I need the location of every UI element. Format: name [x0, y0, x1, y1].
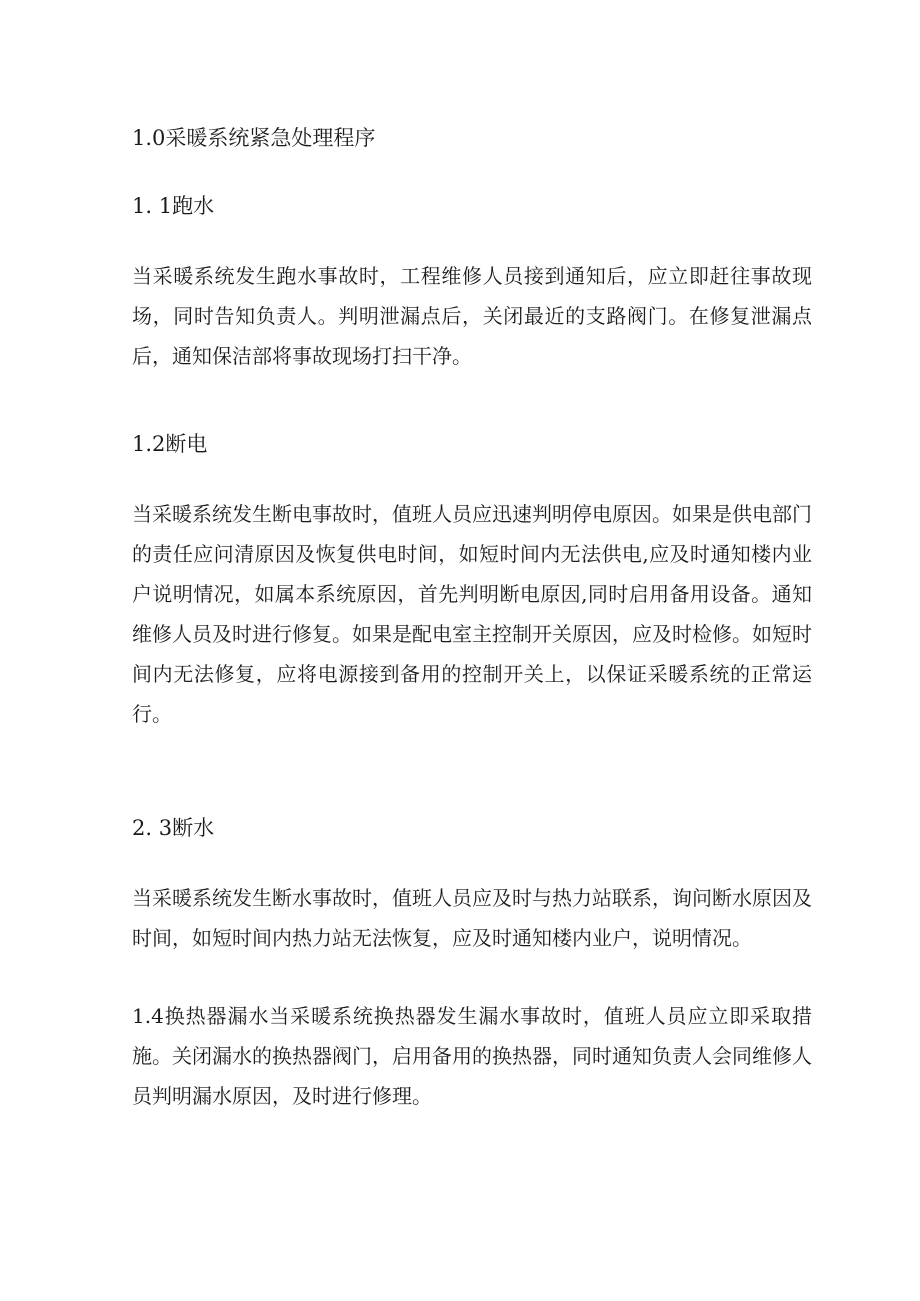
- section-body-heat-exchanger-leak: 1.4换热器漏水当采暖系统换热器发生漏水事故时，值班人员应立即采取措施。关闭漏水的换热器阀门，启用备用的换热器，同时通知负责人会同维修人员判明漏水原因，及时进行修理。: [132, 1004, 812, 1108]
- section-heading-water-outage: 2. 3断水: [132, 816, 215, 840]
- section-body-leak: 当采暖系统发生跑水事故时，工程维修人员接到通知后，应立即赶往事故现场，同时告知负责人。判明泄漏点后，关闭最近的支路阀门。在修复泄漏点后，通知保洁部将事故现场打扫干净。: [132, 264, 812, 368]
- section-heading-leak: 1. 1跑水: [132, 194, 215, 218]
- section-body-power-outage: 当采暖系统发生断电事故时，值班人员应迅速判明停电原因。如果是供电部门的责任应问清原因及恢复供电时间，如短时间内无法供电,应及时通知楼内业户说明情况，如属本系统原因，首先判明断电原因,同时启用备用设备。通知维修人员及时进行修复。如果是配电室主控制开关原因，应及时检修。如短时间内无法修复，应将电源接到备用的控制开关上，以保证采暖系统的正常运行。: [132, 502, 812, 726]
- document-title: 1.0采暖系统紧急处理程序: [132, 126, 376, 150]
- section-body-water-outage: 当采暖系统发生断水事故时，值班人员应及时与热力站联系，询问断水原因及时间，如短时间内热力站无法恢复，应及时通知楼内业户，说明情况。: [132, 886, 812, 950]
- section-heading-power-outage: 1.2断电: [132, 432, 208, 456]
